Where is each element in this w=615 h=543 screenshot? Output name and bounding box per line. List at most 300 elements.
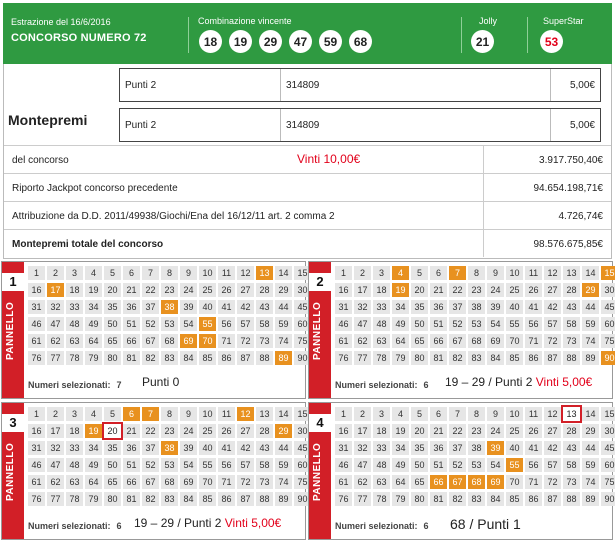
number-cell-57[interactable]: 57 [237, 458, 254, 472]
number-cell-87[interactable]: 87 [237, 351, 254, 365]
number-cell-5[interactable]: 5 [104, 407, 121, 421]
number-cell-45[interactable]: 45 [601, 441, 615, 455]
number-cell-88[interactable]: 88 [563, 351, 580, 365]
number-cell-73[interactable]: 73 [563, 334, 580, 348]
number-cell-23[interactable]: 23 [161, 283, 178, 297]
number-cell-68[interactable]: 68 [161, 475, 178, 489]
number-cell-34[interactable]: 34 [85, 300, 102, 314]
number-cell-65[interactable]: 65 [411, 475, 428, 489]
number-cell-29[interactable]: 29 [275, 283, 292, 297]
number-cell-8[interactable]: 8 [161, 407, 178, 421]
number-cell-8[interactable]: 8 [161, 266, 178, 280]
number-cell-59[interactable]: 59 [582, 458, 599, 472]
number-cell-78[interactable]: 78 [373, 492, 390, 506]
number-cell-15[interactable]: 15 [601, 407, 615, 421]
number-cell-68[interactable]: 68 [468, 475, 485, 489]
number-cell-61[interactable]: 61 [335, 334, 352, 348]
number-cell-60[interactable]: 60 [601, 458, 615, 472]
number-cell-71[interactable]: 71 [525, 475, 542, 489]
number-cell-86[interactable]: 86 [218, 351, 235, 365]
number-cell-16[interactable]: 16 [28, 424, 45, 438]
number-cell-36[interactable]: 36 [430, 300, 447, 314]
number-cell-74[interactable]: 74 [275, 475, 292, 489]
number-cell-72[interactable]: 72 [544, 475, 561, 489]
number-cell-87[interactable]: 87 [544, 492, 561, 506]
number-cell-42[interactable]: 42 [237, 441, 254, 455]
number-cell-77[interactable]: 77 [47, 492, 64, 506]
number-cell-9[interactable]: 9 [487, 407, 504, 421]
number-cell-84[interactable]: 84 [487, 351, 504, 365]
number-cell-85[interactable]: 85 [199, 492, 216, 506]
number-cell-40[interactable]: 40 [506, 300, 523, 314]
number-cell-47[interactable]: 47 [354, 458, 371, 472]
number-cell-18[interactable]: 18 [66, 283, 83, 297]
number-cell-79[interactable]: 79 [85, 351, 102, 365]
number-cell-71[interactable]: 71 [218, 334, 235, 348]
number-cell-69[interactable]: 69 [180, 334, 197, 348]
number-cell-75[interactable]: 75 [601, 475, 615, 489]
number-cell-14[interactable]: 14 [275, 266, 292, 280]
number-cell-25[interactable]: 25 [506, 424, 523, 438]
number-cell-21[interactable]: 21 [123, 424, 140, 438]
number-cell-55[interactable]: 55 [199, 317, 216, 331]
number-cell-48[interactable]: 48 [66, 317, 83, 331]
number-cell-9[interactable]: 9 [180, 407, 197, 421]
number-cell-18[interactable]: 18 [373, 283, 390, 297]
number-cell-75[interactable]: 75 [601, 334, 615, 348]
number-cell-82[interactable]: 82 [449, 492, 466, 506]
number-cell-8[interactable]: 8 [468, 407, 485, 421]
number-cell-65[interactable]: 65 [411, 334, 428, 348]
number-cell-3[interactable]: 3 [66, 266, 83, 280]
number-cell-13[interactable]: 13 [563, 266, 580, 280]
number-cell-63[interactable]: 63 [66, 334, 83, 348]
number-cell-48[interactable]: 48 [373, 458, 390, 472]
number-cell-65[interactable]: 65 [104, 475, 121, 489]
number-cell-64[interactable]: 64 [392, 475, 409, 489]
number-cell-58[interactable]: 58 [563, 317, 580, 331]
number-cell-74[interactable]: 74 [582, 475, 599, 489]
number-cell-71[interactable]: 71 [525, 334, 542, 348]
number-cell-53[interactable]: 53 [161, 317, 178, 331]
number-cell-53[interactable]: 53 [161, 458, 178, 472]
number-cell-26[interactable]: 26 [525, 424, 542, 438]
number-cell-29[interactable]: 29 [275, 424, 292, 438]
number-cell-41[interactable]: 41 [525, 300, 542, 314]
number-cell-59[interactable]: 59 [582, 317, 599, 331]
number-cell-60[interactable]: 60 [601, 317, 615, 331]
number-cell-49[interactable]: 49 [392, 458, 409, 472]
number-cell-74[interactable]: 74 [275, 334, 292, 348]
number-cell-63[interactable]: 63 [373, 334, 390, 348]
number-cell-90[interactable]: 90 [294, 492, 311, 506]
number-cell-15[interactable]: 15 [294, 266, 311, 280]
number-cell-60[interactable]: 60 [294, 458, 311, 472]
number-cell-44[interactable]: 44 [275, 441, 292, 455]
number-cell-43[interactable]: 43 [563, 441, 580, 455]
number-cell-38[interactable]: 38 [161, 300, 178, 314]
number-cell-51[interactable]: 51 [430, 317, 447, 331]
number-cell-30[interactable]: 30 [294, 283, 311, 297]
number-cell-4[interactable]: 4 [85, 266, 102, 280]
number-cell-52[interactable]: 52 [142, 458, 159, 472]
number-cell-20[interactable]: 20 [411, 424, 428, 438]
number-cell-4[interactable]: 4 [392, 266, 409, 280]
number-cell-7[interactable]: 7 [449, 407, 466, 421]
number-cell-73[interactable]: 73 [256, 475, 273, 489]
number-cell-75[interactable]: 75 [294, 475, 311, 489]
number-cell-20[interactable]: 20 [104, 424, 121, 438]
number-cell-81[interactable]: 81 [123, 351, 140, 365]
number-cell-29[interactable]: 29 [582, 283, 599, 297]
number-cell-61[interactable]: 61 [28, 475, 45, 489]
number-cell-6[interactable]: 6 [123, 407, 140, 421]
number-cell-39[interactable]: 39 [487, 441, 504, 455]
number-cell-13[interactable]: 13 [256, 266, 273, 280]
number-cell-22[interactable]: 22 [142, 283, 159, 297]
number-cell-57[interactable]: 57 [544, 317, 561, 331]
number-cell-56[interactable]: 56 [218, 458, 235, 472]
number-cell-40[interactable]: 40 [199, 300, 216, 314]
number-cell-13[interactable]: 13 [563, 407, 580, 421]
number-cell-73[interactable]: 73 [563, 475, 580, 489]
number-cell-19[interactable]: 19 [85, 424, 102, 438]
number-cell-45[interactable]: 45 [294, 300, 311, 314]
number-cell-37[interactable]: 37 [449, 300, 466, 314]
number-cell-74[interactable]: 74 [582, 334, 599, 348]
number-cell-16[interactable]: 16 [335, 283, 352, 297]
number-cell-24[interactable]: 24 [180, 424, 197, 438]
number-cell-61[interactable]: 61 [28, 334, 45, 348]
number-cell-42[interactable]: 42 [544, 300, 561, 314]
number-cell-82[interactable]: 82 [142, 351, 159, 365]
number-cell-53[interactable]: 53 [468, 458, 485, 472]
number-cell-87[interactable]: 87 [544, 351, 561, 365]
number-cell-8[interactable]: 8 [468, 266, 485, 280]
number-cell-56[interactable]: 56 [525, 458, 542, 472]
number-cell-85[interactable]: 85 [199, 351, 216, 365]
number-cell-70[interactable]: 70 [199, 334, 216, 348]
number-cell-77[interactable]: 77 [354, 492, 371, 506]
number-cell-84[interactable]: 84 [487, 492, 504, 506]
number-cell-26[interactable]: 26 [525, 283, 542, 297]
number-cell-11[interactable]: 11 [525, 407, 542, 421]
number-cell-21[interactable]: 21 [430, 424, 447, 438]
number-cell-35[interactable]: 35 [104, 441, 121, 455]
number-cell-80[interactable]: 80 [411, 492, 428, 506]
number-cell-13[interactable]: 13 [256, 407, 273, 421]
number-cell-4[interactable]: 4 [85, 407, 102, 421]
number-cell-51[interactable]: 51 [123, 458, 140, 472]
number-cell-41[interactable]: 41 [525, 441, 542, 455]
number-cell-33[interactable]: 33 [373, 441, 390, 455]
number-cell-82[interactable]: 82 [449, 351, 466, 365]
number-cell-2[interactable]: 2 [47, 266, 64, 280]
number-cell-28[interactable]: 28 [256, 424, 273, 438]
number-cell-30[interactable]: 30 [601, 424, 615, 438]
number-cell-67[interactable]: 67 [449, 475, 466, 489]
number-cell-17[interactable]: 17 [47, 283, 64, 297]
number-cell-12[interactable]: 12 [544, 266, 561, 280]
number-cell-46[interactable]: 46 [28, 317, 45, 331]
number-cell-80[interactable]: 80 [411, 351, 428, 365]
number-cell-55[interactable]: 55 [199, 458, 216, 472]
number-cell-10[interactable]: 10 [199, 266, 216, 280]
number-cell-48[interactable]: 48 [66, 458, 83, 472]
number-cell-89[interactable]: 89 [275, 351, 292, 365]
number-cell-22[interactable]: 22 [449, 283, 466, 297]
number-cell-48[interactable]: 48 [373, 317, 390, 331]
number-cell-47[interactable]: 47 [354, 317, 371, 331]
number-cell-15[interactable]: 15 [601, 266, 615, 280]
number-cell-38[interactable]: 38 [468, 441, 485, 455]
number-cell-69[interactable]: 69 [487, 475, 504, 489]
number-cell-75[interactable]: 75 [294, 334, 311, 348]
number-cell-80[interactable]: 80 [104, 351, 121, 365]
number-cell-55[interactable]: 55 [506, 317, 523, 331]
number-cell-35[interactable]: 35 [411, 441, 428, 455]
number-cell-70[interactable]: 70 [506, 334, 523, 348]
number-cell-88[interactable]: 88 [563, 492, 580, 506]
number-cell-86[interactable]: 86 [525, 492, 542, 506]
number-cell-66[interactable]: 66 [123, 475, 140, 489]
number-cell-33[interactable]: 33 [66, 300, 83, 314]
number-cell-17[interactable]: 17 [47, 424, 64, 438]
number-cell-69[interactable]: 69 [487, 334, 504, 348]
number-cell-16[interactable]: 16 [335, 424, 352, 438]
number-cell-87[interactable]: 87 [237, 492, 254, 506]
number-cell-6[interactable]: 6 [430, 407, 447, 421]
number-cell-7[interactable]: 7 [142, 266, 159, 280]
number-cell-31[interactable]: 31 [335, 300, 352, 314]
number-cell-2[interactable]: 2 [354, 266, 371, 280]
number-cell-83[interactable]: 83 [468, 351, 485, 365]
number-cell-57[interactable]: 57 [544, 458, 561, 472]
number-cell-68[interactable]: 68 [161, 334, 178, 348]
number-cell-39[interactable]: 39 [180, 441, 197, 455]
number-cell-1[interactable]: 1 [28, 266, 45, 280]
number-cell-69[interactable]: 69 [180, 475, 197, 489]
number-cell-11[interactable]: 11 [218, 407, 235, 421]
number-cell-9[interactable]: 9 [180, 266, 197, 280]
number-cell-45[interactable]: 45 [294, 441, 311, 455]
number-cell-78[interactable]: 78 [373, 351, 390, 365]
number-cell-81[interactable]: 81 [430, 492, 447, 506]
number-cell-32[interactable]: 32 [354, 300, 371, 314]
number-cell-3[interactable]: 3 [373, 407, 390, 421]
number-cell-40[interactable]: 40 [199, 441, 216, 455]
number-cell-27[interactable]: 27 [237, 424, 254, 438]
number-cell-10[interactable]: 10 [506, 266, 523, 280]
number-cell-10[interactable]: 10 [199, 407, 216, 421]
number-cell-83[interactable]: 83 [468, 492, 485, 506]
number-cell-12[interactable]: 12 [544, 407, 561, 421]
number-cell-28[interactable]: 28 [256, 283, 273, 297]
number-cell-90[interactable]: 90 [601, 492, 615, 506]
number-cell-78[interactable]: 78 [66, 351, 83, 365]
number-cell-3[interactable]: 3 [66, 407, 83, 421]
number-cell-76[interactable]: 76 [335, 351, 352, 365]
number-cell-76[interactable]: 76 [28, 351, 45, 365]
number-cell-29[interactable]: 29 [582, 424, 599, 438]
number-cell-20[interactable]: 20 [411, 283, 428, 297]
number-cell-25[interactable]: 25 [506, 283, 523, 297]
number-cell-31[interactable]: 31 [28, 441, 45, 455]
number-cell-46[interactable]: 46 [335, 317, 352, 331]
number-cell-23[interactable]: 23 [468, 283, 485, 297]
number-cell-59[interactable]: 59 [275, 317, 292, 331]
number-cell-22[interactable]: 22 [142, 424, 159, 438]
number-cell-84[interactable]: 84 [180, 351, 197, 365]
number-cell-82[interactable]: 82 [142, 492, 159, 506]
number-cell-54[interactable]: 54 [180, 317, 197, 331]
number-cell-64[interactable]: 64 [85, 334, 102, 348]
number-cell-38[interactable]: 38 [161, 441, 178, 455]
number-cell-6[interactable]: 6 [430, 266, 447, 280]
number-cell-17[interactable]: 17 [354, 283, 371, 297]
number-cell-85[interactable]: 85 [506, 492, 523, 506]
number-cell-62[interactable]: 62 [47, 334, 64, 348]
number-cell-28[interactable]: 28 [563, 283, 580, 297]
number-cell-43[interactable]: 43 [563, 300, 580, 314]
number-cell-14[interactable]: 14 [582, 266, 599, 280]
number-cell-1[interactable]: 1 [28, 407, 45, 421]
number-cell-32[interactable]: 32 [47, 441, 64, 455]
number-cell-14[interactable]: 14 [275, 407, 292, 421]
number-cell-63[interactable]: 63 [66, 475, 83, 489]
number-cell-21[interactable]: 21 [430, 283, 447, 297]
number-cell-46[interactable]: 46 [28, 458, 45, 472]
number-cell-79[interactable]: 79 [392, 492, 409, 506]
number-cell-41[interactable]: 41 [218, 441, 235, 455]
number-cell-56[interactable]: 56 [525, 317, 542, 331]
number-cell-1[interactable]: 1 [335, 407, 352, 421]
number-cell-1[interactable]: 1 [335, 266, 352, 280]
number-cell-7[interactable]: 7 [142, 407, 159, 421]
number-cell-26[interactable]: 26 [218, 283, 235, 297]
number-cell-42[interactable]: 42 [544, 441, 561, 455]
number-cell-37[interactable]: 37 [142, 300, 159, 314]
number-cell-50[interactable]: 50 [411, 317, 428, 331]
number-cell-44[interactable]: 44 [582, 441, 599, 455]
number-cell-50[interactable]: 50 [104, 317, 121, 331]
number-cell-20[interactable]: 20 [104, 283, 121, 297]
number-cell-53[interactable]: 53 [468, 317, 485, 331]
number-cell-49[interactable]: 49 [392, 317, 409, 331]
number-cell-56[interactable]: 56 [218, 317, 235, 331]
number-cell-40[interactable]: 40 [506, 441, 523, 455]
number-cell-2[interactable]: 2 [354, 407, 371, 421]
number-cell-17[interactable]: 17 [354, 424, 371, 438]
number-cell-34[interactable]: 34 [392, 300, 409, 314]
number-cell-25[interactable]: 25 [199, 424, 216, 438]
number-cell-43[interactable]: 43 [256, 300, 273, 314]
number-cell-11[interactable]: 11 [525, 266, 542, 280]
number-cell-66[interactable]: 66 [123, 334, 140, 348]
number-cell-51[interactable]: 51 [430, 458, 447, 472]
number-cell-57[interactable]: 57 [237, 317, 254, 331]
number-cell-89[interactable]: 89 [582, 492, 599, 506]
number-cell-15[interactable]: 15 [294, 407, 311, 421]
number-cell-67[interactable]: 67 [142, 334, 159, 348]
number-cell-86[interactable]: 86 [218, 492, 235, 506]
number-cell-33[interactable]: 33 [373, 300, 390, 314]
number-cell-90[interactable]: 90 [294, 351, 311, 365]
number-cell-24[interactable]: 24 [487, 283, 504, 297]
number-cell-80[interactable]: 80 [104, 492, 121, 506]
number-cell-86[interactable]: 86 [525, 351, 542, 365]
number-cell-58[interactable]: 58 [563, 458, 580, 472]
number-cell-19[interactable]: 19 [392, 424, 409, 438]
number-cell-19[interactable]: 19 [392, 283, 409, 297]
number-cell-84[interactable]: 84 [180, 492, 197, 506]
number-cell-22[interactable]: 22 [449, 424, 466, 438]
number-cell-47[interactable]: 47 [47, 317, 64, 331]
number-cell-77[interactable]: 77 [354, 351, 371, 365]
number-cell-73[interactable]: 73 [256, 334, 273, 348]
number-cell-35[interactable]: 35 [411, 300, 428, 314]
number-cell-77[interactable]: 77 [47, 351, 64, 365]
number-cell-49[interactable]: 49 [85, 317, 102, 331]
number-cell-5[interactable]: 5 [104, 266, 121, 280]
number-cell-36[interactable]: 36 [123, 441, 140, 455]
number-cell-32[interactable]: 32 [354, 441, 371, 455]
number-cell-32[interactable]: 32 [47, 300, 64, 314]
number-cell-27[interactable]: 27 [237, 283, 254, 297]
number-cell-50[interactable]: 50 [104, 458, 121, 472]
number-cell-39[interactable]: 39 [487, 300, 504, 314]
number-cell-72[interactable]: 72 [544, 334, 561, 348]
number-cell-79[interactable]: 79 [85, 492, 102, 506]
number-cell-60[interactable]: 60 [294, 317, 311, 331]
number-cell-27[interactable]: 27 [544, 424, 561, 438]
number-cell-68[interactable]: 68 [468, 334, 485, 348]
number-cell-34[interactable]: 34 [392, 441, 409, 455]
number-cell-44[interactable]: 44 [275, 300, 292, 314]
number-cell-58[interactable]: 58 [256, 458, 273, 472]
number-cell-24[interactable]: 24 [487, 424, 504, 438]
number-cell-31[interactable]: 31 [28, 300, 45, 314]
number-cell-50[interactable]: 50 [411, 458, 428, 472]
number-cell-52[interactable]: 52 [142, 317, 159, 331]
number-cell-44[interactable]: 44 [582, 300, 599, 314]
number-cell-23[interactable]: 23 [468, 424, 485, 438]
number-cell-4[interactable]: 4 [392, 407, 409, 421]
number-cell-54[interactable]: 54 [180, 458, 197, 472]
number-cell-5[interactable]: 5 [411, 266, 428, 280]
number-cell-5[interactable]: 5 [411, 407, 428, 421]
number-cell-81[interactable]: 81 [123, 492, 140, 506]
number-cell-26[interactable]: 26 [218, 424, 235, 438]
number-cell-37[interactable]: 37 [449, 441, 466, 455]
number-cell-12[interactable]: 12 [237, 407, 254, 421]
number-cell-36[interactable]: 36 [123, 300, 140, 314]
number-cell-25[interactable]: 25 [199, 283, 216, 297]
number-cell-28[interactable]: 28 [563, 424, 580, 438]
number-cell-72[interactable]: 72 [237, 475, 254, 489]
number-cell-30[interactable]: 30 [294, 424, 311, 438]
number-cell-51[interactable]: 51 [123, 317, 140, 331]
number-cell-59[interactable]: 59 [275, 458, 292, 472]
number-cell-63[interactable]: 63 [373, 475, 390, 489]
number-cell-3[interactable]: 3 [373, 266, 390, 280]
number-cell-62[interactable]: 62 [354, 334, 371, 348]
number-cell-71[interactable]: 71 [218, 475, 235, 489]
number-cell-14[interactable]: 14 [582, 407, 599, 421]
number-cell-55[interactable]: 55 [506, 458, 523, 472]
number-cell-78[interactable]: 78 [66, 492, 83, 506]
number-cell-46[interactable]: 46 [335, 458, 352, 472]
